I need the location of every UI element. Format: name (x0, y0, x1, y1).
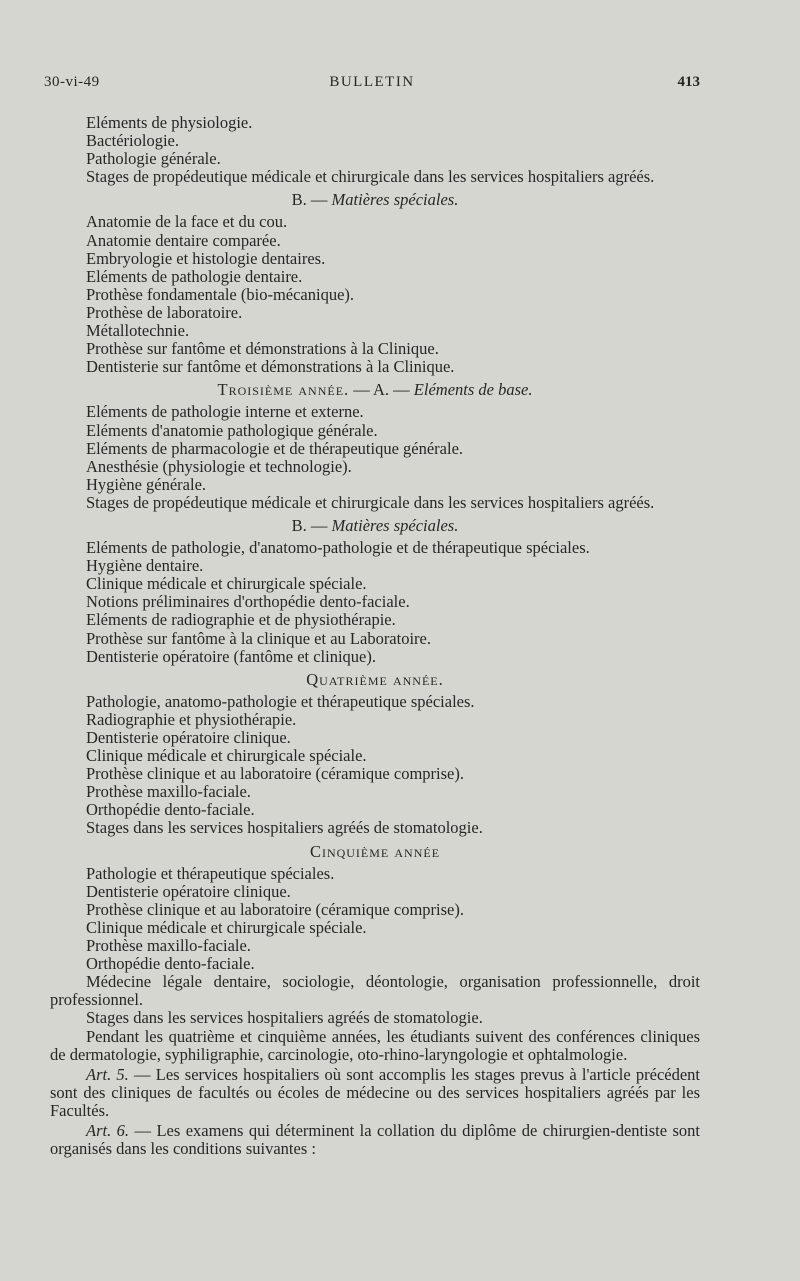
section-heading-matieres-speciales-3 (50, 517, 700, 535)
course-item: Dentisterie opératoire clinique. (86, 881, 291, 901)
course-item: Prothèse maxillo-faciale. (86, 782, 251, 802)
course-item: Eléments d'anatomie pathologique générale. (86, 420, 378, 440)
course-item: Bactériologie. (86, 131, 180, 151)
course-item: Prothèse fondamentale (bio-mécanique). (86, 284, 355, 304)
running-header (44, 74, 700, 96)
course-item: Stages dans les services hospitaliers agréés de stomatologie. (86, 1008, 483, 1028)
course-item: Orthopédie dento-faciale. (86, 800, 255, 820)
heading-prefix: B. — (291, 190, 328, 210)
heading-prefix: — A. — (353, 380, 410, 400)
course-item: Orthopédie dento-faciale. (86, 954, 255, 974)
section-heading-cinquieme-annee: Cinquième année (309, 841, 441, 861)
article-5 (50, 1066, 700, 1120)
header-title: BULLETIN (329, 74, 415, 90)
course-item: Pathologie et thérapeutique spéciales. (86, 863, 335, 883)
course-item: Prothèse maxillo-faciale. (86, 936, 251, 956)
course-item: Dentisterie opératoire clinique. (86, 728, 291, 747)
article-label: Art. 6. (86, 1120, 130, 1140)
course-item: Pathologie, anatomo-pathologie et thérapeutique spéciales. (86, 691, 475, 711)
course-item: Prothèse de laboratoire. (86, 302, 243, 322)
course-item: Prothèse clinique et au laboratoire (céramique comprise). (86, 899, 464, 919)
course-item: Clinique médicale et chirurgicale spéciale. (86, 917, 367, 937)
article-label: Art. 5. (86, 1064, 129, 1084)
section-heading-quatrieme-annee: Quatrième année. (306, 669, 444, 689)
course-item: Prothèse sur fantôme à la clinique et au Laboratoire. (86, 628, 431, 648)
course-item: Anatomie dentaire comparée. (86, 230, 281, 250)
course-item: Eléments de pathologie interne et externe. (86, 402, 364, 422)
article-6 (50, 1122, 700, 1158)
heading-prefix: B. — (291, 515, 328, 535)
heading-year: Troisième année. (217, 380, 350, 400)
course-item: Notions préliminaires d'orthopédie dento-faciale. (86, 592, 410, 612)
course-item: Dentisterie sur fantôme et démonstrations à la Clinique. (86, 357, 455, 377)
course-item: Hygiène dentaire. (86, 556, 204, 576)
heading-text: Matières spéciales. (331, 515, 459, 535)
course-item: Radiographie et physiothérapie. (86, 709, 297, 729)
course-item: Prothèse sur fantôme et démonstrations à la Clinique. (86, 339, 439, 359)
article-text: — Les services hospitaliers où sont accomplis les stages prevus à l'article précédent sont des cliniques de facultés ou écoles de médecine ou des services hospitaliers agréés par les Facultés. (50, 1064, 700, 1120)
course-item: Métallotechnie. (86, 321, 190, 341)
section-heading-troisieme-annee (50, 381, 700, 399)
page-body (50, 114, 700, 1158)
course-item: Clinique médicale et chirurgicale spéciale. (86, 574, 367, 594)
course-item: Hygiène générale. (86, 474, 207, 494)
section-heading-matieres-speciales (50, 191, 700, 209)
conferences-paragraph: Pendant les quatrième et cinquième années, les étudiants suivent des conférences cliniques de dermatologie, syphiligraphie, carcinologie, oto-rhino-laryngologie et ophtalmologie. (50, 1026, 700, 1064)
stages-paragraph: Stages de propédeutique médicale et chirurgicale dans les services hospitaliers agréés. (86, 492, 655, 512)
heading-text: Matières spéciales. (331, 190, 459, 210)
course-item: Stages dans les services hospitaliers agréés de stomatologie. (86, 818, 483, 838)
course-item: Eléments de pharmacologie et de thérapeutique générale. (86, 438, 464, 458)
course-item: Anatomie de la face et du cou. (86, 212, 288, 232)
course-item: Eléments de physiologie. (86, 113, 253, 132)
course-item: Anesthésie (physiologie et technologie). (86, 456, 352, 476)
course-item: Prothèse clinique et au laboratoire (céramique comprise). (86, 764, 464, 784)
course-paragraph: Eléments de pathologie, d'anatomo-pathologie et de thérapeutique spéciales. (86, 538, 590, 558)
course-item: Eléments de radiographie et de physiothérapie. (86, 610, 396, 630)
course-item: Eléments de pathologie dentaire. (86, 266, 303, 286)
stages-paragraph: Stages de propédeutique médicale et chirurgicale dans les services hospitaliers agréés. (86, 167, 655, 187)
course-item: Clinique médicale et chirurgicale spéciale. (86, 746, 367, 766)
heading-text: Eléments de base. (413, 380, 533, 400)
course-item: Dentisterie opératoire (fantôme et clinique). (86, 646, 376, 666)
course-item: Pathologie générale. (86, 149, 221, 169)
page-number: 413 (677, 74, 700, 90)
course-item: Embryologie et histologie dentaires. (86, 248, 326, 268)
course-paragraph: Médecine légale dentaire, sociologie, déontologie, organisation professionnelle, droit professionnel. (50, 972, 700, 1010)
header-date: 30-vi-49 (44, 74, 100, 90)
article-text: — Les examens qui déterminent la collation du diplôme de chirurgien-dentiste sont organisés dans les conditions suivantes : (50, 1120, 700, 1159)
